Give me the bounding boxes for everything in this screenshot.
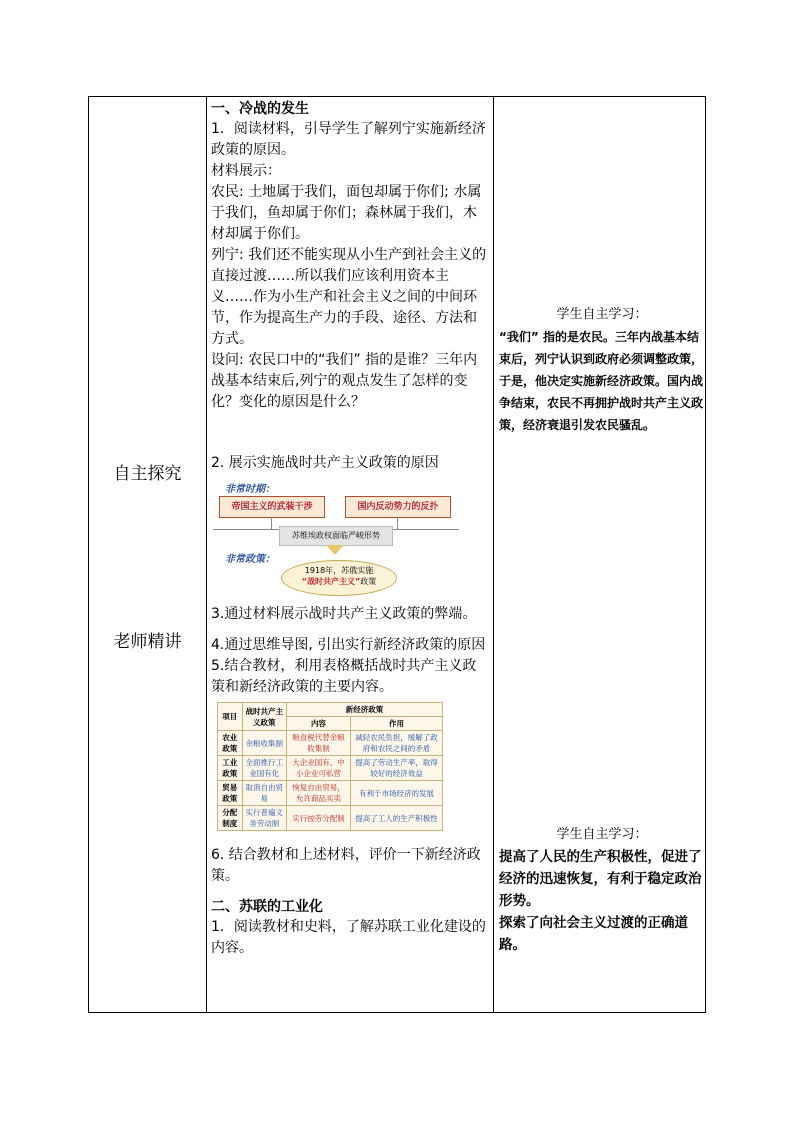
student-answer-body: “我们” 指的是农民。三年内战基本结束后，列宁认识到政府必须调整政策，于是，他决定实施新经济政策。国内战争结束，农民不再拥护战时共产主义政策，经济衰退引发农民骚乱。 [499, 330, 704, 432]
table-cell: 提高了劳动生产率，取得较好的经济效益 [351, 756, 443, 781]
section1-title: 一、冷战的发生 [211, 101, 309, 117]
paragraph: 列宁: 我们还不能实现从小生产到社会主义的直接过渡……所以我们应该利用资本主义……作为小生产和社会主义之间的中间环节，作为提高生产力的手段、途径、方法和方式。 [211, 247, 487, 347]
diagram-ellipse [281, 560, 397, 596]
ellipse-line: 政策 [360, 577, 377, 586]
table-header: 新经济政策 [287, 703, 443, 717]
connector [397, 517, 398, 529]
left-column [89, 97, 206, 1012]
table-cell: 粮食税代替余粮收集制 [287, 731, 351, 756]
policy-comparison-table [217, 702, 443, 831]
arrow-down-icon [326, 545, 344, 555]
paragraph: 5.结合教材，利用表格概括战时共产主义政策和新经济政策的主要内容。 [211, 658, 477, 695]
diagram-box-right: 国内反动势力的反扑 [345, 496, 451, 518]
table-cell: 提高了工人的生产积极性 [351, 806, 443, 831]
diagram-tag-bottom: 非常政策： [225, 554, 275, 565]
label-teacher-explain: 老师精讲 [113, 632, 182, 652]
table-cell: 实行按劳分配制 [287, 806, 351, 831]
ellipse-line: 1918年，苏俄实施 [304, 566, 374, 575]
label-self-study: 自主探究 [113, 464, 182, 484]
middle-column [211, 99, 489, 959]
student-answer-title: 学生自主学习： [556, 307, 648, 322]
student-answer-title: 学生自主学习： [556, 827, 648, 842]
column-divider [493, 97, 494, 1012]
diagram-box-left: 帝国主义的武装干涉 [219, 496, 325, 518]
table-row [218, 756, 443, 781]
section2-title: 二、苏联的工业化 [211, 899, 323, 915]
table-cell: 有利于市场经济的发展 [351, 781, 443, 806]
paragraph: 6. 结合教材和上述材料，评价一下新经济政策。 [211, 847, 481, 884]
paragraph: 2. 展示实施战时共产主义政策的原因 [211, 455, 439, 471]
table-header: 项目 [218, 703, 243, 731]
paragraph: 3.通过材料展示战时共产主义政策的弊端。 [211, 606, 477, 622]
student-answer-body: 探索了向社会主义过渡的正确道路。 [499, 915, 688, 953]
paragraph: 1．阅读教材和史料，了解苏联工业化建设的内容。 [211, 919, 486, 956]
table-header: 作用 [351, 717, 443, 731]
paragraph: 材料展示： [211, 163, 281, 179]
question-paragraph: 设问: 农民口中的“我们” 指的是谁？三年内战基本结束后,列宁的观点发生了怎样的变化？变化的原因是什么？ [211, 352, 478, 410]
student-answer-1 [499, 304, 705, 436]
table-row [218, 806, 443, 831]
connector [271, 517, 272, 529]
table-row [218, 781, 443, 806]
table-cell: 恢复自由贸易，允许商品买卖 [287, 781, 351, 806]
war-communism-diagram [213, 480, 473, 598]
table-header: 内容 [287, 717, 351, 731]
paragraph: 农民: 土地属于我们，面包却属于你们; 水属于我们，鱼却属于你们；森林属于我们，木材却属于你们。 [211, 184, 482, 242]
diagram-grey-box: 苏维埃政权面临严峻形势 [279, 526, 393, 546]
table-cell: 大企业国有，中小企业可私营 [287, 756, 351, 781]
student-answer-2 [499, 824, 705, 956]
table-header: 战时共产主义政策 [242, 703, 287, 731]
table-cell: 贸易政策 [218, 781, 243, 806]
ellipse-line-red: “战时共产主义” [301, 577, 361, 586]
table-cell: 实行普遍义务劳动制 [242, 806, 287, 831]
table-cell: 农业政策 [218, 731, 243, 756]
table-cell: 工业政策 [218, 756, 243, 781]
table-cell: 取消自由贸易 [242, 781, 287, 806]
table-row [218, 731, 443, 756]
table-cell: 减轻农民负担，缓解了政府和农民之间的矛盾 [351, 731, 443, 756]
diagram-tag-top: 非常时期： [225, 484, 275, 495]
lesson-table [88, 96, 706, 1013]
table-cell: 分配制度 [218, 806, 243, 831]
table-cell: 余粮收集制 [242, 731, 287, 756]
student-answer-body: 提高了人民的生产积极性，促进了经济的迅速恢复，有利于稳定政治形势。 [499, 849, 702, 909]
paragraph: 4.通过思维导图, 引出实行新经济政策的原因 [211, 637, 486, 653]
column-divider [206, 97, 207, 1012]
paragraph: 1．阅读材料，引导学生了解列宁实施新经济政策的原因。 [211, 121, 486, 158]
table-cell: 全面推行工业国有化 [242, 756, 287, 781]
